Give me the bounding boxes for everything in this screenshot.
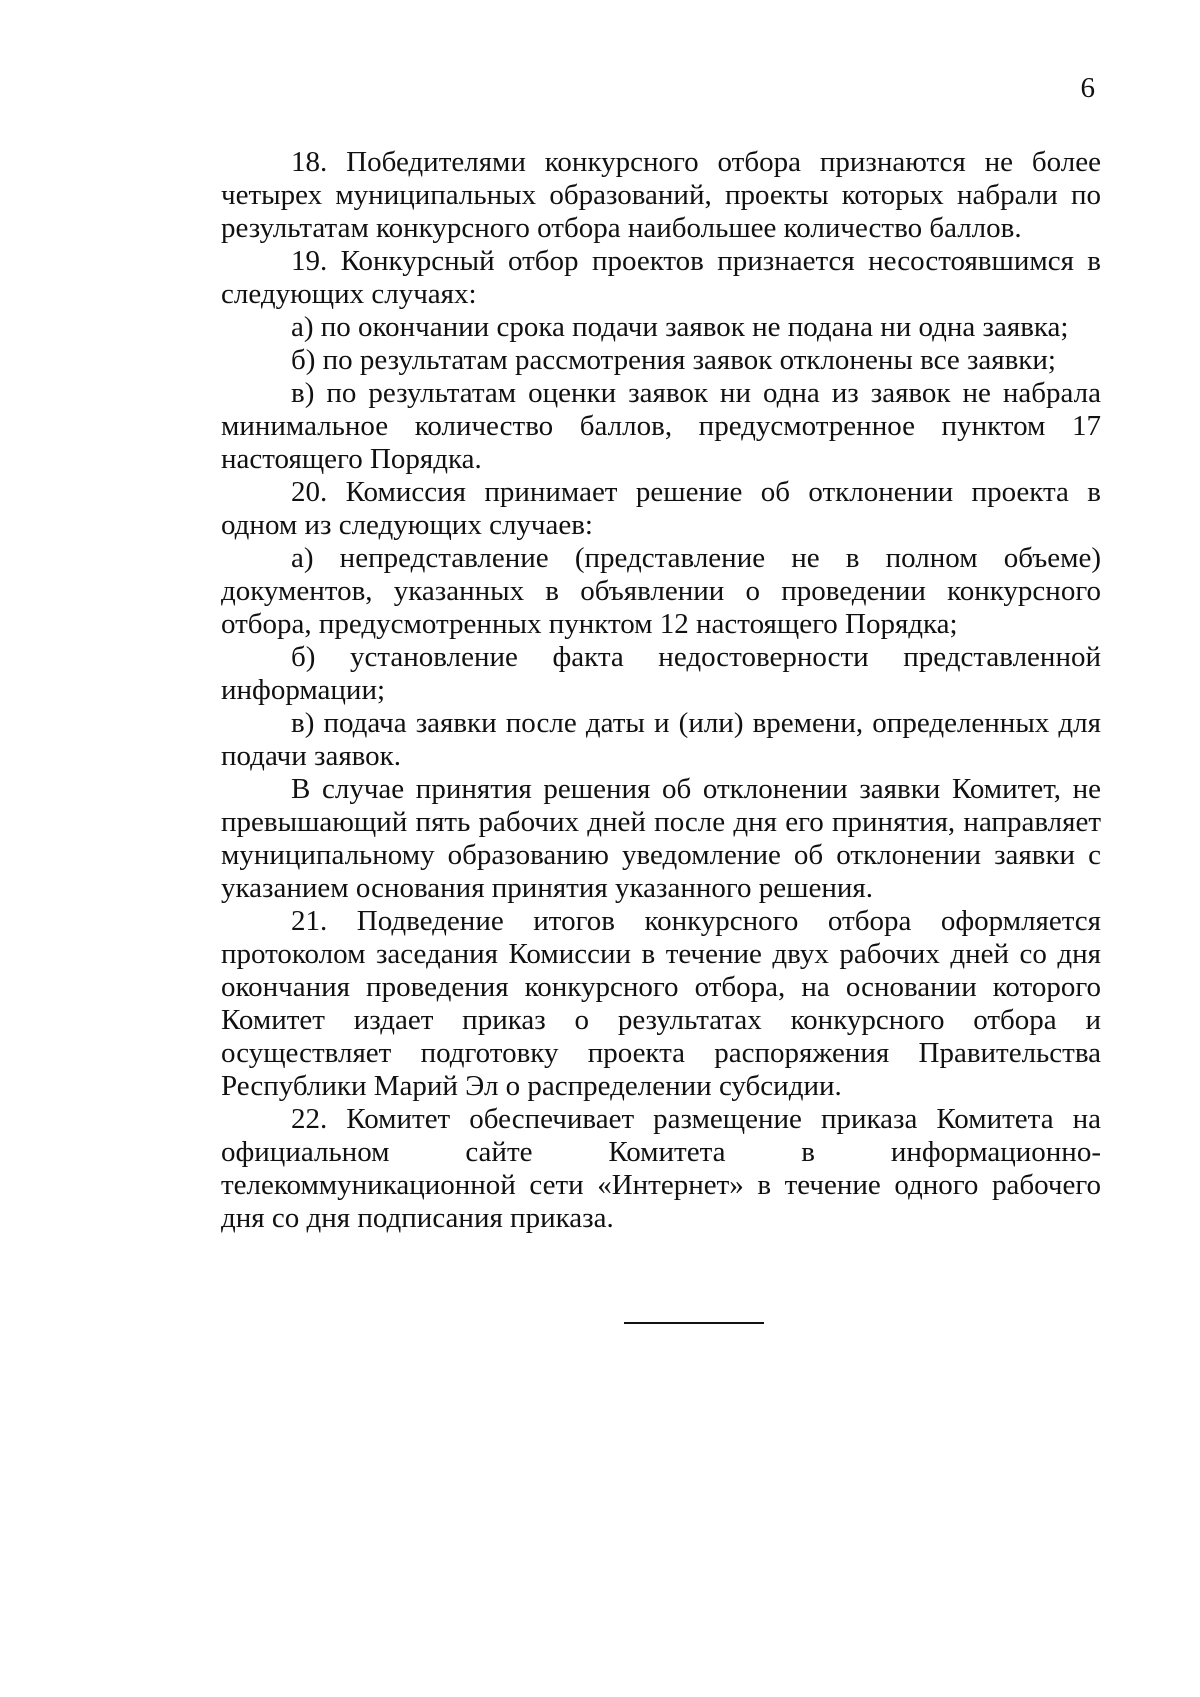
paragraph-20-rejection-notice: В случае принятия решения об отклонении заявки Комитет, не превышающий пять рабочих дней после дня его принятия, направляет муниципальному образованию уведомление об отклонении заявки с указанием основания принятия указанного решения. xyxy=(221,773,1101,904)
paragraph-20-item-b: б) установление факта недостоверности представленной информации; xyxy=(221,641,1101,706)
end-of-document-rule xyxy=(624,1322,764,1324)
paragraph-19: 19. Конкурсный отбор проектов признается несостоявшимся в следующих случаях: xyxy=(221,245,1101,310)
document-body xyxy=(221,146,1101,1235)
paragraph-19-item-b: б) по результатам рассмотрения заявок отклонены все заявки; xyxy=(291,344,1056,376)
paragraph-18: 18. Победителями конкурсного отбора признаются не более четырех муниципальных образований, проекты которых набрали по результатам конкурсного отбора наибольшее количество баллов. xyxy=(221,146,1101,244)
paragraph-20-item-v: в) подача заявки после даты и (или) времени, определенных для подачи заявок. xyxy=(221,707,1101,772)
paragraph-20: 20. Комиссия принимает решение об отклонении проекта в одном из следующих случаев: xyxy=(221,476,1101,541)
paragraph-22: 22. Комитет обеспечивает размещение приказа Комитета на официальном сайте Комитета в информационно-телекоммуникационной сети «Интернет» в течение одного рабочего дня со дня подписания приказа. xyxy=(221,1103,1101,1234)
paragraph-21: 21. Подведение итогов конкурсного отбора оформляется протоколом заседания Комиссии в течение двух рабочих дней со дня окончания проведения конкурсного отбора, на основании которого Комитет издает приказ о результатах конкурсного отбора и осуществляет подготовку проекта распоряжения Правительства Республики Марий Эл о распределении субсидии. xyxy=(221,905,1101,1102)
paragraph-20-item-a: а) непредставление (представление не в полном объеме) документов, указанных в объявлении о проведении конкурсного отбора, предусмотренных пунктом 12 настоящего Порядка; xyxy=(221,542,1101,640)
paragraph-19-item-a: а) по окончании срока подачи заявок не подана ни одна заявка; xyxy=(291,311,1069,343)
paragraph-19-item-v: в) по результатам оценки заявок ни одна из заявок не набрала минимальное количество баллов, предусмотренное пунктом 17 настоящего Порядка. xyxy=(221,377,1101,475)
page-number: 6 xyxy=(1080,72,1095,104)
